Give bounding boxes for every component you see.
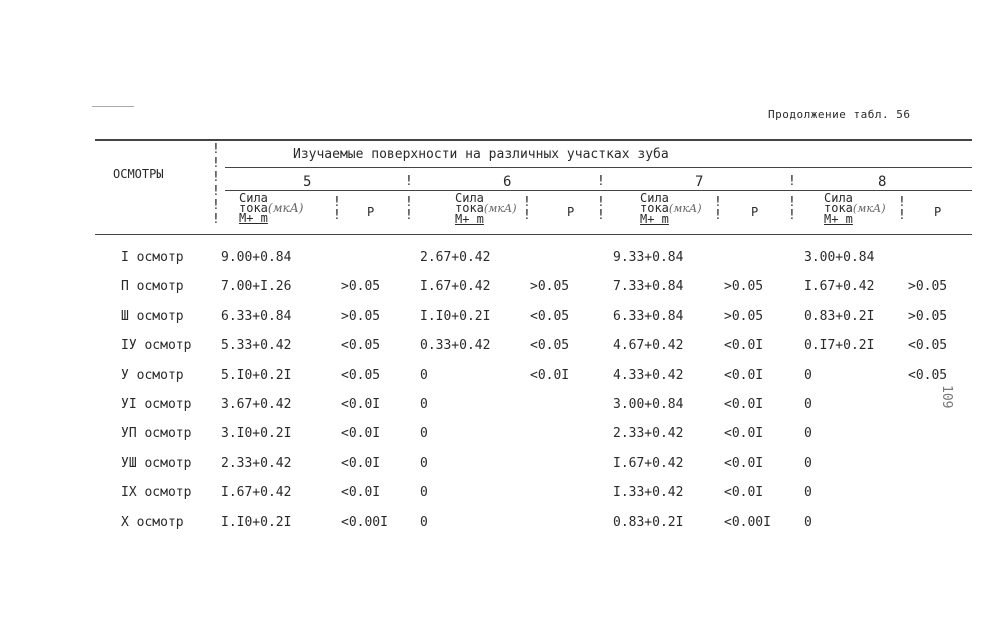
p-header-8: P <box>934 205 942 219</box>
row-label: УШ осмотр <box>121 456 192 471</box>
group-8: 8 <box>878 174 887 190</box>
subgroup-rule <box>225 190 972 191</box>
current-6: I.67+0.42 <box>420 279 491 294</box>
current-6: 2.67+0.42 <box>420 250 491 265</box>
current-8: 0 <box>804 456 812 471</box>
p-value-5: <0.00I <box>341 515 388 530</box>
current-7: 4.67+0.42 <box>613 338 684 353</box>
row-label: IХ осмотр <box>121 485 192 500</box>
table-caption: Продолжение табл. 56 <box>768 108 911 121</box>
subheader-sep: ! ! <box>714 195 722 223</box>
p-value-7: <0.00I <box>724 515 771 530</box>
current-6: 0 <box>420 368 428 383</box>
current-8: 0 <box>804 485 812 500</box>
current-5: 5.33+0.42 <box>221 338 292 353</box>
current-6: 0 <box>420 426 428 441</box>
subheader-sep: ! ! <box>788 195 796 223</box>
current-8: 0 <box>804 515 812 530</box>
margin-mark <box>92 106 134 107</box>
group-rule <box>225 167 972 168</box>
row-label: I осмотр <box>121 250 184 265</box>
p-header-7: P <box>751 205 759 219</box>
current-8: 0 <box>804 397 812 412</box>
current-7: 3.00+0.84 <box>613 397 684 412</box>
current-5: 3.I0+0.2I <box>221 426 292 441</box>
current-8: 0 <box>804 368 812 383</box>
p-value-7: <0.0I <box>724 338 764 353</box>
p-value-5: <0.05 <box>341 368 381 383</box>
current-5: 7.00+I.26 <box>221 279 292 294</box>
p-value-6: <0.05 <box>530 309 570 324</box>
p-value-5: >0.05 <box>341 309 381 324</box>
current-6: 0 <box>420 515 428 530</box>
p-value-6: >0.05 <box>530 279 570 294</box>
p-value-7: <0.0I <box>724 485 764 500</box>
p-value-5: <0.0I <box>341 456 381 471</box>
p-value-6: <0.0I <box>530 368 570 383</box>
p-value-6: <0.05 <box>530 338 570 353</box>
p-value-8: <0.05 <box>908 368 948 383</box>
group-6: 6 <box>503 174 512 190</box>
current-6: 0 <box>420 397 428 412</box>
current-6: 0.33+0.42 <box>420 338 491 353</box>
current-5: 9.00+0.84 <box>221 250 292 265</box>
current-5: 2.33+0.42 <box>221 456 292 471</box>
p-value-8: >0.05 <box>908 279 948 294</box>
current-6: I.I0+0.2I <box>420 309 491 324</box>
current-7: 2.33+0.42 <box>613 426 684 441</box>
p-value-5: <0.0I <box>341 397 381 412</box>
row-label: П осмотр <box>121 279 184 294</box>
row-label: УП осмотр <box>121 426 192 441</box>
current-8: 0.I7+0.2I <box>804 338 875 353</box>
subheader-7: Сила тока(мкА) M+ m <box>640 191 702 226</box>
group-sep: ! <box>597 174 605 189</box>
p-value-5: <0.05 <box>341 338 381 353</box>
p-value-7: >0.05 <box>724 309 764 324</box>
current-5: 5.I0+0.2I <box>221 368 292 383</box>
row-label: УI осмотр <box>121 397 192 412</box>
group-5: 5 <box>303 174 312 190</box>
current-5: 6.33+0.84 <box>221 309 292 324</box>
current-7: I.33+0.42 <box>613 485 684 500</box>
current-5: 3.67+0.42 <box>221 397 292 412</box>
p-value-7: <0.0I <box>724 368 764 383</box>
p-header-5: P <box>367 205 375 219</box>
p-header-6: P <box>567 205 575 219</box>
group-sep: ! <box>405 174 413 189</box>
header-divider: ! ! ! ! ! ! <box>212 142 220 227</box>
group-7: 7 <box>695 174 704 190</box>
p-value-7: >0.05 <box>724 279 764 294</box>
p-value-8: <0.05 <box>908 338 948 353</box>
main-title: Изучаемые поверхности на различных участках зуба <box>293 147 669 162</box>
current-7: I.67+0.42 <box>613 456 684 471</box>
current-7: 9.33+0.84 <box>613 250 684 265</box>
subheader-sep: ! ! <box>333 195 341 223</box>
p-value-5: <0.0I <box>341 485 381 500</box>
p-value-5: <0.0I <box>341 426 381 441</box>
row-label: IУ осмотр <box>121 338 192 353</box>
p-value-7: <0.0I <box>724 456 764 471</box>
current-6: 0 <box>420 485 428 500</box>
p-value-5: >0.05 <box>341 279 381 294</box>
header-bottom-rule <box>95 234 972 235</box>
current-5: I.I0+0.2I <box>221 515 292 530</box>
current-6: 0 <box>420 456 428 471</box>
current-8: 0 <box>804 426 812 441</box>
subheader-sep: ! ! <box>523 195 531 223</box>
subheader-sep: ! ! <box>597 195 605 223</box>
subheader-sep: ! ! <box>405 195 413 223</box>
rowlabel-header: ОСМОТРЫ <box>113 167 164 181</box>
row-label: У осмотр <box>121 368 184 383</box>
table-top-rule <box>95 139 972 141</box>
current-8: 0.83+0.2I <box>804 309 875 324</box>
current-7: 0.83+0.2I <box>613 515 684 530</box>
p-value-7: <0.0I <box>724 426 764 441</box>
p-value-8: >0.05 <box>908 309 948 324</box>
current-8: I.67+0.42 <box>804 279 875 294</box>
row-label: Ш осмотр <box>121 309 184 324</box>
page-number: 109 <box>939 385 954 409</box>
subheader-6: Сила тока(мкА) M+ m <box>455 191 517 226</box>
current-7: 4.33+0.42 <box>613 368 684 383</box>
subheader-8: Сила тока(мкА) M+ m <box>824 191 886 226</box>
current-7: 6.33+0.84 <box>613 309 684 324</box>
p-value-7: <0.0I <box>724 397 764 412</box>
subheader-5: Сила тока(мкА) M+ m <box>239 191 304 225</box>
current-8: 3.00+0.84 <box>804 250 875 265</box>
subheader-sep: ! ! <box>898 195 906 223</box>
current-5: I.67+0.42 <box>221 485 292 500</box>
group-sep: ! <box>788 174 796 189</box>
current-7: 7.33+0.84 <box>613 279 684 294</box>
row-label: Х осмотр <box>121 515 184 530</box>
